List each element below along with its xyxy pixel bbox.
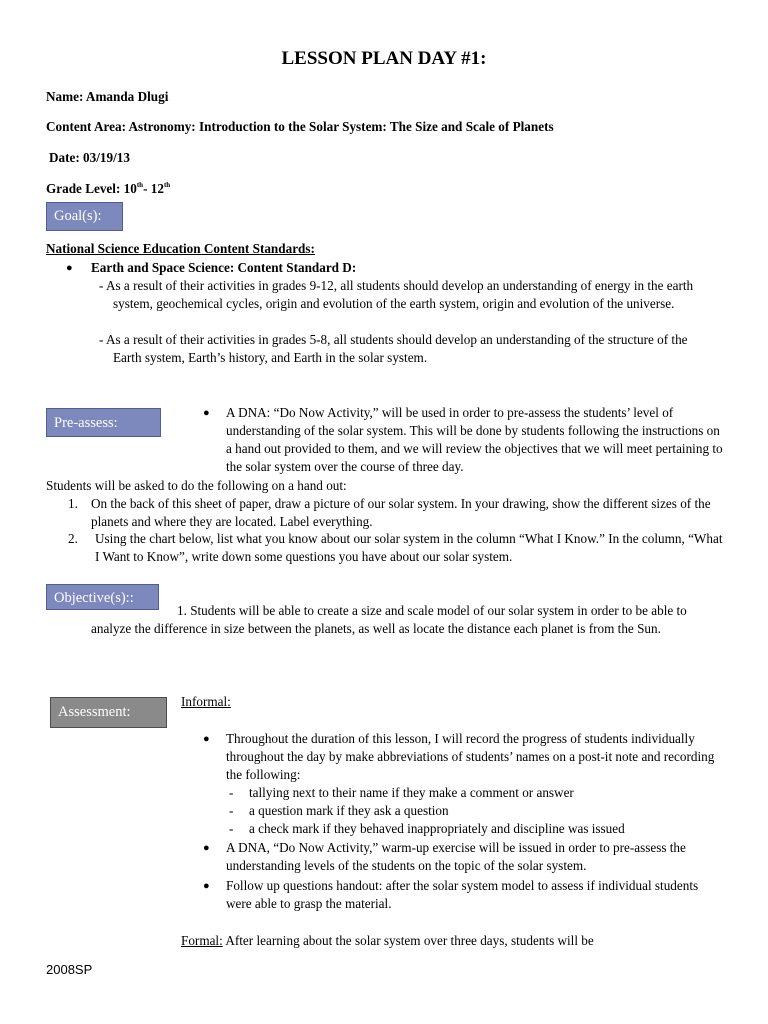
objectives-label-box: Objective(s):: (46, 584, 159, 610)
informal-label: Informal: (181, 694, 231, 709)
bullet-icon: ● (66, 262, 73, 274)
handout-item-number: 2. (68, 531, 78, 546)
informal-subitem: a question mark if they ask a question (249, 803, 449, 818)
dash-marker: - (229, 821, 234, 836)
formal-line (181, 932, 594, 950)
date-line: Date: 03/19/13 (49, 150, 130, 165)
dash-marker: - (229, 785, 234, 800)
handout-item-number: 1. (68, 496, 78, 511)
page-title: LESSON PLAN DAY #1: (281, 48, 487, 69)
bullet-icon: ● (203, 880, 210, 892)
name-line: Name: Amanda Dlugi (46, 89, 169, 104)
dash-marker: - (229, 803, 234, 818)
informal-followup-text: Follow up questions handout: after the solar system model to assess if individual students were able to grasp the material. (226, 878, 699, 911)
handout-item-1: On the back of this sheet of paper, draw a picture of our solar system. In your drawing, show the different sizes of the planets and where they are located. Label everything. (91, 496, 711, 529)
objective-1-text: 1. Students will be able to create a size and scale model of our solar system in order to be able to analyze the difference in size between the planets, as well as locate the distance each planet is from the Sun. (91, 603, 687, 636)
bullet-icon: ● (203, 842, 210, 854)
standards-heading: National Science Education Content Standards: (46, 241, 315, 256)
preassess-label-box: Pre-assess: (46, 408, 161, 437)
formal-text: After learning about the solar system over three days, students will be (222, 933, 594, 948)
bullet-icon: ● (203, 407, 210, 419)
standard-5-8-text: - As a result of their activities in grades 5-8, all students should develop an understanding of the structure of the Earth system, Earth’s history, and Earth in the solar system. (99, 332, 688, 365)
informal-record-text: Throughout the duration of this lesson, I will record the progress of students individually throughout the day by make abbreviations of students’ names on a post-it note and recording the following: (226, 731, 715, 782)
goals-label-box: Goal(s): (46, 202, 123, 231)
footer-code: 2008SP (46, 962, 93, 977)
standard-9-12-text: - As a result of their activities in grades 9-12, all students should develop an understanding of energy in the earth system, geochemical cycles, origin and evolution of the earth system, origin and evolution of the universe. (99, 278, 694, 311)
standard-d-bullet: Earth and Space Science: Content Standard D: (91, 260, 357, 275)
informal-subitem: tallying next to their name if they make a comment or answer (249, 785, 574, 800)
informal-dna-text: A DNA, “Do Now Activity,” warm-up exercise will be issued in order to pre-assess the understanding levels of the students on the topic of the solar system. (226, 840, 686, 873)
grade-level-line: Grade Level: 10th- 12th (46, 181, 171, 196)
assessment-label-box: Assessment: (50, 697, 167, 728)
preassess-dna-text: A DNA: “Do Now Activity,” will be used in order to pre-assess the students’ level of understanding of the solar system. This will be done by students following the instructions on a hand out provided to them, and we will review the objectives that we will meet pertaining to the solar system over the course of three day. (226, 405, 723, 474)
handout-item-2: Using the chart below, list what you know about our solar system in the column “What I Know.” In the column, “What I Want to Know”, write down some questions you have about our solar system. (95, 531, 723, 564)
formal-label: Formal: (181, 933, 223, 948)
handout-intro: Students will be asked to do the following on a hand out: (46, 478, 347, 493)
content-area-line: Content Area: Astronomy: Introduction to the Solar System: The Size and Scale of Planets (46, 119, 554, 134)
bullet-icon: ● (203, 733, 210, 745)
informal-subitem: a check mark if they behaved inappropriately and discipline was issued (249, 821, 625, 836)
